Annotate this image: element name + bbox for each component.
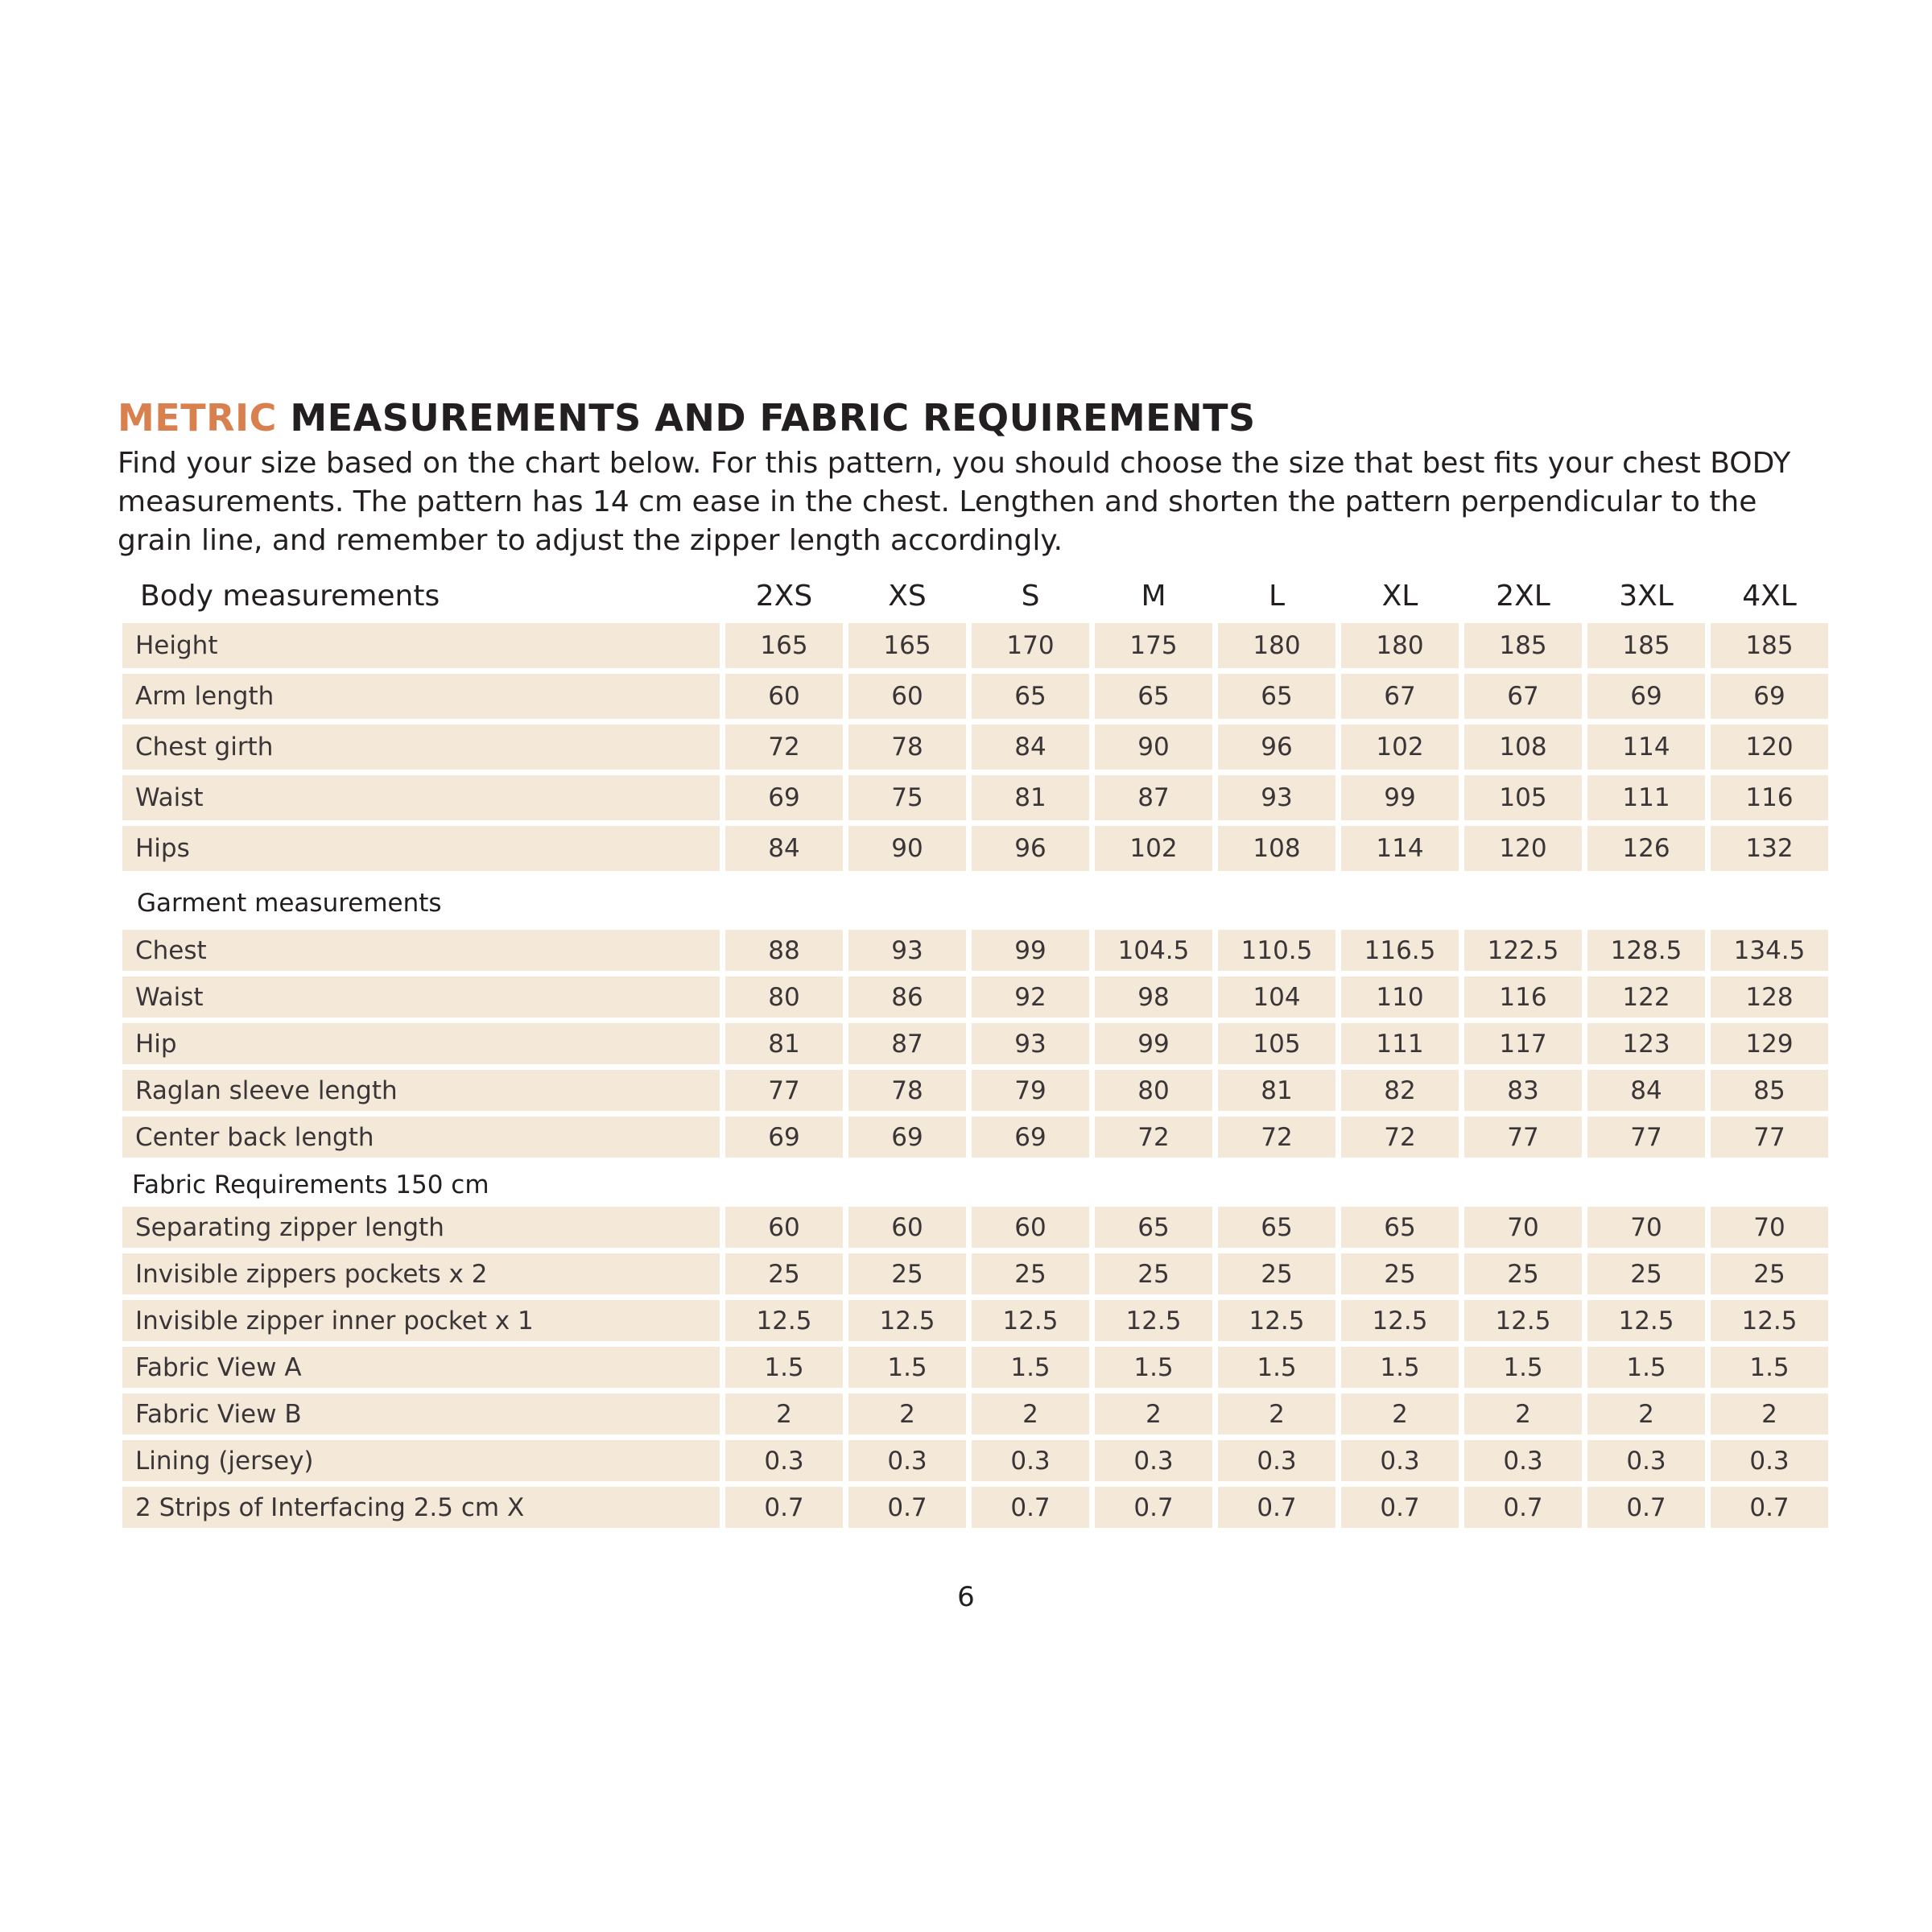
garment-measurements-heading [122,877,1828,930]
value-cell: 77 [1587,1117,1705,1163]
value-cell: 12.5 [725,1300,843,1347]
value-cell: 77 [725,1070,843,1117]
row-label: Fabric View B [122,1393,720,1440]
size-header-2xl: 2XL [1496,579,1550,613]
value-cell: 75 [848,775,966,826]
value-cell: 69 [725,1117,843,1163]
value-cell: 65 [1218,674,1335,724]
value-cell: 165 [725,623,843,674]
size-header-s: S [1021,579,1040,613]
row-label: Arm length [122,674,720,724]
value-cell: 70 [1464,1207,1582,1253]
value-cell: 12.5 [1341,1300,1459,1347]
table-row [122,1117,1828,1163]
value-cell: 132 [1711,826,1828,877]
table-row [122,775,1828,826]
value-cell: 99 [1095,1023,1212,1070]
value-cell: 25 [972,1253,1089,1300]
value-cell: 0.3 [1341,1440,1459,1487]
value-cell: 1.5 [1218,1347,1335,1393]
size-header-2xs: 2XS [755,579,813,613]
value-cell: 82 [1341,1070,1459,1117]
value-cell: 88 [725,930,843,976]
value-cell: 87 [1095,775,1212,826]
value-cell: 25 [1464,1253,1582,1300]
table-row [122,1440,1828,1487]
value-cell: 114 [1587,724,1705,775]
value-cell: 0.3 [1711,1440,1828,1487]
value-cell: 93 [972,1023,1089,1070]
value-cell: 129 [1711,1023,1828,1070]
value-cell: 90 [848,826,966,877]
table-row [122,1487,1828,1534]
page-title [118,396,1256,440]
value-cell: 69 [972,1117,1089,1163]
value-cell: 110 [1341,976,1459,1023]
body-measurements-header: Body measurements [140,579,440,613]
value-cell: 0.3 [1095,1440,1212,1487]
value-cell: 1.5 [1711,1347,1828,1393]
value-cell: 0.3 [972,1440,1089,1487]
row-label: Center back length [122,1117,720,1163]
value-cell: 104 [1218,976,1335,1023]
value-cell: 116 [1711,775,1828,826]
value-cell: 165 [848,623,966,674]
value-cell: 2 [848,1393,966,1440]
value-cell: 2 [1095,1393,1212,1440]
value-cell: 0.7 [848,1487,966,1534]
value-cell: 120 [1711,724,1828,775]
value-cell: 175 [1095,623,1212,674]
value-cell: 69 [1587,674,1705,724]
value-cell: 110.5 [1218,930,1335,976]
table-row [122,1347,1828,1393]
table-row [122,1393,1828,1440]
value-cell: 99 [1341,775,1459,826]
value-cell: 60 [848,674,966,724]
table-row [122,724,1828,775]
value-cell: 69 [725,775,843,826]
table-row [122,1300,1828,1347]
value-cell: 180 [1218,623,1335,674]
table-row [122,674,1828,724]
value-cell: 96 [1218,724,1335,775]
fabric-requirements-heading [122,1163,1828,1207]
row-label: Fabric View A [122,1347,720,1393]
value-cell: 102 [1095,826,1212,877]
value-cell: 65 [1218,1207,1335,1253]
value-cell: 72 [1341,1117,1459,1163]
row-label: Chest girth [122,724,720,775]
row-label: 2 Strips of Interfacing 2.5 cm X [122,1487,720,1534]
value-cell: 120 [1464,826,1582,877]
value-cell: 72 [725,724,843,775]
value-cell: 69 [1711,674,1828,724]
value-cell: 12.5 [1587,1300,1705,1347]
size-header-xl: XL [1381,579,1418,613]
value-cell: 1.5 [1464,1347,1582,1393]
value-cell: 117 [1464,1023,1582,1070]
value-cell: 12.5 [1464,1300,1582,1347]
value-cell: 98 [1095,976,1212,1023]
value-cell: 67 [1464,674,1582,724]
value-cell: 93 [848,930,966,976]
value-cell: 78 [848,724,966,775]
value-cell: 108 [1464,724,1582,775]
value-cell: 25 [848,1253,966,1300]
value-cell: 81 [1218,1070,1335,1117]
row-label: Lining (jersey) [122,1440,720,1487]
value-cell: 81 [725,1023,843,1070]
value-cell: 12.5 [1095,1300,1212,1347]
value-cell: 0.3 [848,1440,966,1487]
value-cell: 96 [972,826,1089,877]
value-cell: 1.5 [1587,1347,1705,1393]
table-row [122,623,1828,674]
value-cell: 25 [1095,1253,1212,1300]
value-cell: 2 [972,1393,1089,1440]
table-row [122,1023,1828,1070]
value-cell: 2 [1218,1393,1335,1440]
value-cell: 2 [1464,1393,1582,1440]
value-cell: 84 [1587,1070,1705,1117]
row-label: Chest [122,930,720,976]
value-cell: 67 [1341,674,1459,724]
value-cell: 80 [725,976,843,1023]
value-cell: 128 [1711,976,1828,1023]
value-cell: 93 [1218,775,1335,826]
value-cell: 2 [1711,1393,1828,1440]
value-cell: 2 [725,1393,843,1440]
value-cell: 105 [1464,775,1582,826]
size-header-xs: XS [888,579,927,613]
value-cell: 77 [1464,1117,1582,1163]
value-cell: 0.7 [1218,1487,1335,1534]
value-cell: 2 [1587,1393,1705,1440]
value-cell: 81 [972,775,1089,826]
value-cell: 60 [848,1207,966,1253]
value-cell: 0.7 [1095,1487,1212,1534]
value-cell: 65 [1341,1207,1459,1253]
value-cell: 0.7 [1711,1487,1828,1534]
size-header-l: L [1268,579,1286,613]
value-cell: 12.5 [1711,1300,1828,1347]
value-cell: 0.3 [1464,1440,1582,1487]
value-cell: 111 [1587,775,1705,826]
value-cell: 0.7 [1341,1487,1459,1534]
value-cell: 60 [725,674,843,724]
value-cell: 111 [1341,1023,1459,1070]
value-cell: 12.5 [972,1300,1089,1347]
row-label: Separating zipper length [122,1207,720,1253]
value-cell: 87 [848,1023,966,1070]
value-cell: 99 [972,930,1089,976]
value-cell: 25 [1587,1253,1705,1300]
value-cell: 185 [1587,623,1705,674]
table-row [122,1207,1828,1253]
value-cell: 1.5 [972,1347,1089,1393]
value-cell: 25 [1711,1253,1828,1300]
value-cell: 83 [1464,1070,1582,1117]
value-cell: 79 [972,1070,1089,1117]
table-row [122,826,1828,877]
value-cell: 0.3 [1218,1440,1335,1487]
row-label: Hips [122,826,720,877]
value-cell: 180 [1341,623,1459,674]
title-accent: METRIC [118,396,277,440]
value-cell: 105 [1218,1023,1335,1070]
value-cell: 1.5 [1341,1347,1459,1393]
garment-measurements-heading-label: Garment measurements [137,889,442,918]
table-row [122,930,1828,976]
value-cell: 86 [848,976,966,1023]
value-cell: 72 [1095,1117,1212,1163]
value-cell: 70 [1711,1207,1828,1253]
row-label: Invisible zippers pockets x 2 [122,1253,720,1300]
value-cell: 0.3 [1587,1440,1705,1487]
row-label: Waist [122,775,720,826]
value-cell: 104.5 [1095,930,1212,976]
value-cell: 114 [1341,826,1459,877]
value-cell: 116.5 [1341,930,1459,976]
value-cell: 116 [1464,976,1582,1023]
value-cell: 84 [972,724,1089,775]
value-cell: 92 [972,976,1089,1023]
value-cell: 128.5 [1587,930,1705,976]
value-cell: 65 [1095,1207,1212,1253]
value-cell: 69 [848,1117,966,1163]
value-cell: 0.7 [1587,1487,1705,1534]
value-cell: 80 [1095,1070,1212,1117]
row-label: Invisible zipper inner pocket x 1 [122,1300,720,1347]
value-cell: 65 [972,674,1089,724]
row-label: Hip [122,1023,720,1070]
value-cell: 78 [848,1070,966,1117]
value-cell: 123 [1587,1023,1705,1070]
value-cell: 0.7 [972,1487,1089,1534]
value-cell: 85 [1711,1070,1828,1117]
size-header-4xl: 4XL [1742,579,1797,613]
value-cell: 60 [725,1207,843,1253]
value-cell: 102 [1341,724,1459,775]
value-cell: 185 [1711,623,1828,674]
value-cell: 134.5 [1711,930,1828,976]
value-cell: 70 [1587,1207,1705,1253]
value-cell: 122 [1587,976,1705,1023]
value-cell: 12.5 [848,1300,966,1347]
size-header-m: M [1141,579,1166,613]
value-cell: 126 [1587,826,1705,877]
title-rest: MEASUREMENTS AND FABRIC REQUIREMENTS [276,396,1256,440]
value-cell: 2 [1341,1393,1459,1440]
row-label: Raglan sleeve length [122,1070,720,1117]
value-cell: 77 [1711,1117,1828,1163]
value-cell: 25 [1341,1253,1459,1300]
size-header-3xl: 3XL [1619,579,1674,613]
page-number: 6 [957,1581,975,1613]
value-cell: 170 [972,623,1089,674]
value-cell: 12.5 [1218,1300,1335,1347]
value-cell: 0.7 [725,1487,843,1534]
size-chart-table [117,568,1834,1534]
size-chart-body [122,568,1828,1534]
value-cell: 60 [972,1207,1089,1253]
table-row [122,1253,1828,1300]
value-cell: 72 [1218,1117,1335,1163]
value-cell: 25 [1218,1253,1335,1300]
value-cell: 0.7 [1464,1487,1582,1534]
table-row [122,1070,1828,1117]
size-header-row [122,568,1828,623]
intro-paragraph: Find your size based on the chart below. For this pattern, you should choose the size that best fits your chest BODY measurements. The pattern has 14 cm ease in the chest. Lengthen and shorten the pattern perpendicular to the grain line, and remember to adjust the zipper length accordingly. [118,447,1791,557]
value-cell: 108 [1218,826,1335,877]
value-cell: 1.5 [848,1347,966,1393]
value-cell: 25 [725,1253,843,1300]
value-cell: 0.3 [725,1440,843,1487]
value-cell: 84 [725,826,843,877]
value-cell: 1.5 [725,1347,843,1393]
row-label: Waist [122,976,720,1023]
row-label: Height [122,623,720,674]
value-cell: 122.5 [1464,930,1582,976]
value-cell: 90 [1095,724,1212,775]
fabric-requirements-heading-label: Fabric Requirements 150 cm [132,1170,489,1199]
value-cell: 65 [1095,674,1212,724]
value-cell: 185 [1464,623,1582,674]
table-row [122,976,1828,1023]
value-cell: 1.5 [1095,1347,1212,1393]
